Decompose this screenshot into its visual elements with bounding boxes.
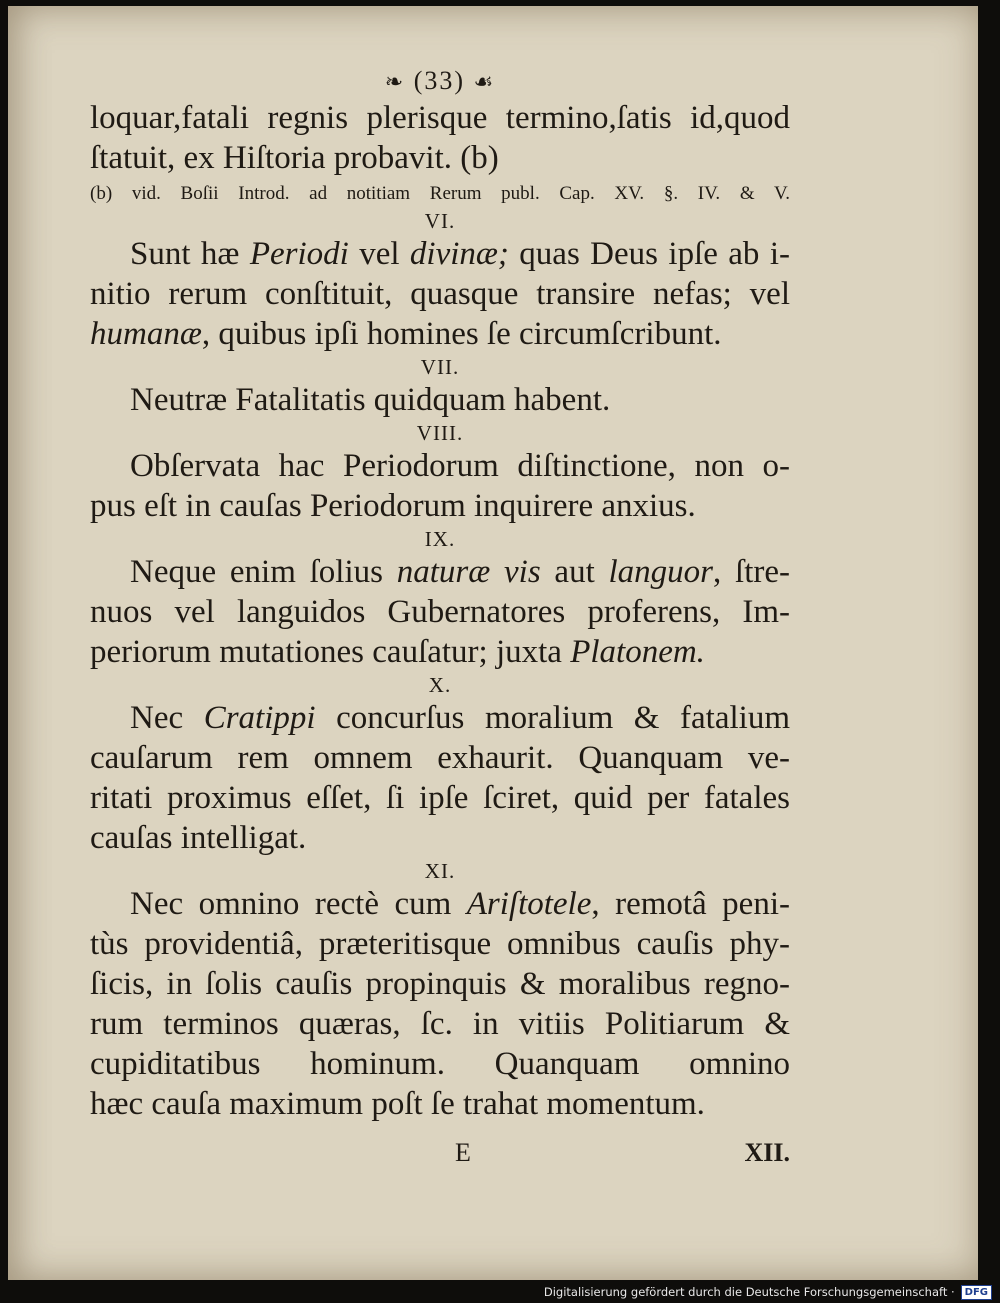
- text-span: , ſtre-: [713, 554, 790, 590]
- italic-span: Platonem.: [570, 634, 705, 670]
- italic-span: divinæ;: [409, 236, 509, 272]
- dfg-logo: DFG: [961, 1285, 992, 1300]
- text-line: [90, 314, 790, 354]
- italic-span: Cratippi: [203, 700, 316, 736]
- footnote: (b) vid. Boſii Introd. ad notitiam Rerum publ. Cap. XV. §. IV. & V.: [90, 183, 790, 204]
- text-line: [90, 884, 790, 924]
- ornament-left-icon: ❧: [384, 69, 406, 94]
- text-line: cauſas intelligat.: [90, 820, 307, 856]
- italic-span: naturæ vis: [396, 554, 541, 590]
- text-line: pus eſt in cauſas Periodorum inquirere anxius.: [90, 488, 696, 524]
- text-line: nitio rerum conſtituit, quasque transire nefas; vel: [90, 276, 790, 312]
- text-span: vel: [348, 236, 410, 272]
- italic-span: Ariſtotele: [466, 886, 592, 922]
- text-line: cauſarum rem omnem exhaurit. Quanquam ve-: [90, 740, 790, 776]
- text-line: tùs providentiâ, prætеritisque omnibus cauſis phy-: [90, 926, 790, 962]
- text-span: concurſus moralium & fatalium: [315, 700, 790, 736]
- text-span: , quibus ipſi homines ſe circumſcribunt.: [201, 316, 722, 352]
- ornament-right-icon: ☙: [473, 69, 496, 94]
- text-line: loquar,fatali regnis plerisque termino,ſatis id,quod: [90, 100, 790, 136]
- text-span: aut: [540, 554, 609, 590]
- italic-span: humanæ: [90, 316, 202, 352]
- section-number: X.: [428, 673, 452, 697]
- page-header: [90, 64, 790, 98]
- digitization-credit: [0, 1281, 1000, 1303]
- catchword: XII.: [744, 1138, 790, 1167]
- text-span: Neque enim ſolius: [130, 554, 397, 590]
- text-span: periorum mutationes cauſatur; juxta: [90, 634, 571, 670]
- credit-text: Digitalisierung gefördert durch die Deutsche Forschungsgemeinschaft ·: [543, 1285, 955, 1299]
- text-line: [90, 552, 790, 592]
- text-span: Nec: [130, 700, 204, 736]
- page-footer: [90, 1136, 790, 1170]
- text-line: [90, 698, 790, 738]
- text-span: Nec omnino rectè cum: [130, 886, 467, 922]
- book-page: [8, 6, 978, 1280]
- section-number: VI.: [424, 209, 456, 233]
- page-number: (33): [413, 66, 466, 95]
- text-span: Sunt hæ: [130, 236, 250, 272]
- text-span: , remotâ peni-: [591, 886, 790, 922]
- text-line: ritati proximus eſſet, ſi ipſe ſciret, quid per fatales: [90, 780, 790, 816]
- text-line: [90, 632, 790, 672]
- text-line: rum terminos quæras, ſc. in vitiis Politiarum &: [90, 1006, 790, 1042]
- text-line: ſtatuit, ex Hiſtoria probavit. (b): [90, 140, 499, 176]
- text-span: quas Deus ipſe ab i-: [508, 236, 790, 272]
- italic-span: languor: [608, 554, 714, 590]
- signature-mark: E: [455, 1138, 471, 1167]
- section-number: VII.: [420, 355, 460, 379]
- text-block: [90, 64, 790, 1170]
- italic-span: Periodi: [249, 236, 349, 272]
- text-line: [90, 234, 790, 274]
- text-line: Neutræ Fatalitatis quidquam habent.: [130, 382, 611, 418]
- text-line: hæc cauſa maximum poſt ſe trahat momentum.: [90, 1086, 705, 1122]
- text-line: ſicis, in ſolis cauſis propinquis & moralibus regno-: [90, 966, 790, 1002]
- text-line: Obſervata hac Periodorum diſtinctione, non o-: [130, 448, 790, 484]
- text-line: nuos vel languidos Gubernatores proferens, Im-: [90, 594, 790, 630]
- section-number: IX.: [424, 527, 456, 551]
- text-line: cupiditatibus hominum. Quanquam omnino: [90, 1046, 790, 1082]
- section-number: VIII.: [416, 421, 464, 445]
- section-number: XI.: [424, 859, 456, 883]
